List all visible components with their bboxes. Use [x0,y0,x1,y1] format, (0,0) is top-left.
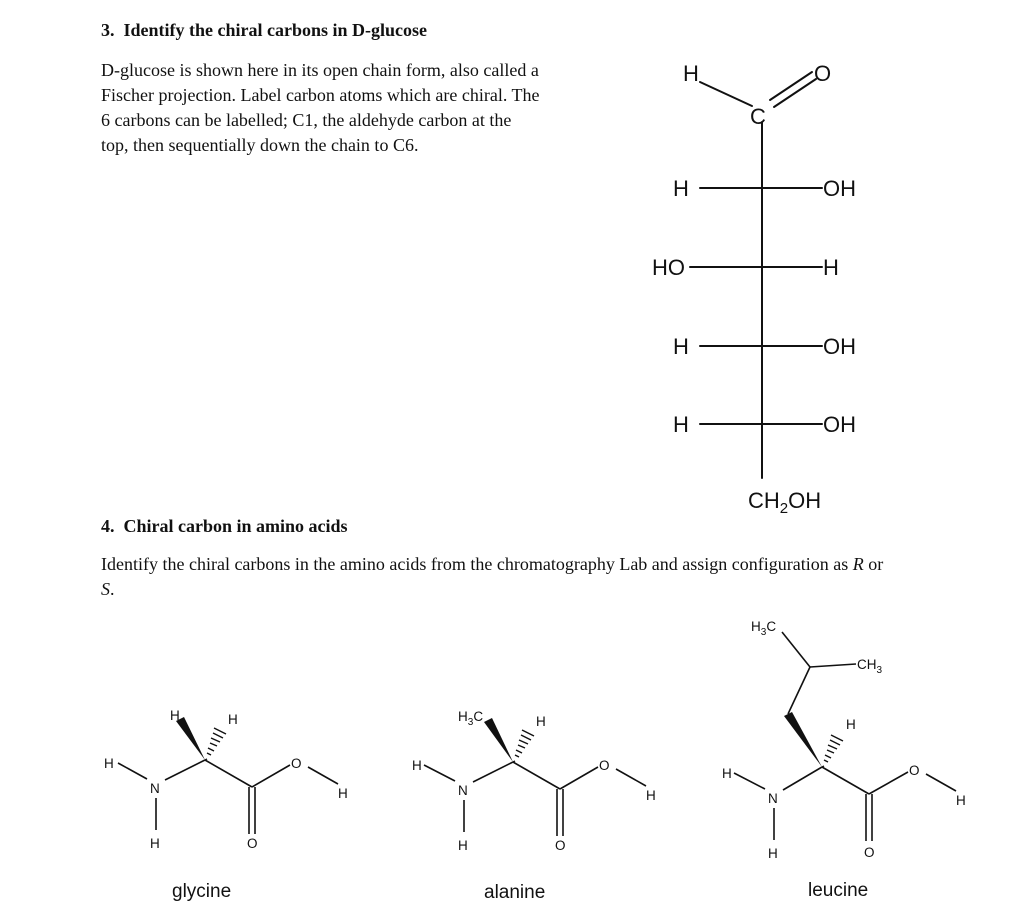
leucine-ca-c-bond [822,767,869,794]
glycine-o-h: O [291,756,302,771]
alanine-n-ca-bond [473,762,513,782]
glycine-h-wedge: H [170,708,180,723]
alanine-h-o: H [646,788,656,803]
leucine-oh-bond [926,774,956,791]
leucine-h-n2: H [768,846,778,861]
glucose-c6-label: $CH_2OH$ [748,488,822,517]
glycine-hashed-bond [205,728,226,760]
glucose-c4-right: OH [823,334,856,359]
alanine-wedge-bond [484,718,513,762]
glycine-o-carbonyl: O [247,836,258,851]
alanine-o-carbonyl: O [555,838,566,853]
config-or: or [863,554,884,574]
leucine-ch3-a-bond [782,632,810,667]
alanine-nh-bond [424,765,455,781]
alanine-label: alanine [484,882,546,903]
glucose-c4-left: H [673,334,689,359]
leucine-wedge-bond [784,712,822,767]
glucose-c3-left: HO [652,255,685,280]
alanine-oh-bond [616,769,646,786]
leucine-hashed-bond [822,735,843,767]
aldehyde-h-bond [700,82,752,106]
glycine-label: glycine [172,881,232,902]
glycine-h-o: H [338,786,348,801]
glycine-n-ca-bond [165,760,205,780]
glycine-h-n: H [104,756,114,771]
config-r: R [852,554,864,574]
glucose-fischer-projection [652,61,856,517]
glucose-c5-right: OH [823,412,856,437]
alanine-h-n2: H [458,838,468,853]
alanine-n: N [458,783,468,798]
glucose-aldehyde-o: O [814,61,832,86]
glucose-c5-left: H [673,412,689,437]
glucose-aldehyde-h: H [683,61,699,86]
alanine-o-h: O [599,758,610,773]
leucine-h-o: H [956,793,966,808]
alanine-h-n: H [412,758,422,773]
glycine-ca-c-bond [205,760,252,787]
leucine-n: N [768,791,778,806]
alanine-ch3: $H_3C$ [458,709,484,728]
glycine-h-n2: H [150,836,160,851]
glycine-h-hash: H [228,712,238,727]
leucine-c-o-bond [869,772,908,794]
leucine-nh-bond [734,773,765,789]
glucose-c2-left: H [673,176,689,201]
question-3-title: 3. Identify the chiral carbons in D-glucose [101,20,427,40]
glycine-oh-bond [308,767,338,784]
leucine-h3c: $H_3C$ [751,619,777,638]
leucine-label: leucine [808,880,869,901]
glycine-nh-bond [118,763,147,779]
alanine-hashed-bond [513,730,534,762]
alanine-ca-c-bond [513,762,560,789]
glucose-c3-right: H [823,255,839,280]
leucine-o-carbonyl: O [864,845,875,860]
leucine-ch3-b-bond [810,664,856,667]
glycine-c-o-bond [252,765,290,787]
leucine-structure [722,619,966,901]
alanine-structure [412,709,656,903]
leucine-h-n: H [722,766,732,781]
glycine-structure [104,708,348,902]
glycine-wedge-bond [176,717,205,760]
config-period: . [110,579,115,599]
leucine-o-h: O [909,763,920,778]
alanine-h-hash: H [536,714,546,729]
leucine-h-hash: H [846,717,856,732]
question-4-text: Identify the chiral carbons in the amino acids from the chromatography Lab and assign configuration as [101,554,853,574]
leucine-ch-ch2-bond [788,667,810,714]
alanine-c-o-bond [560,767,598,789]
leucine-ch3: $CH_3$ [857,657,883,676]
question-4-title: 4. Chiral carbon in amino acids [101,516,348,536]
config-s: S [101,579,110,599]
leucine-n-ca-bond [783,767,822,790]
glucose-aldehyde-c: C [750,104,766,129]
glycine-n: N [150,781,160,796]
question-3-body: D-glucose is shown here in its open chain form, also called a Fischer projection. Label carbon atoms which are chiral. The 6 carbons can be labelled; C1, the aldehyde carbon at the top, then sequentially down the chain to C6. [101,60,540,155]
glucose-c2-right: OH [823,176,856,201]
